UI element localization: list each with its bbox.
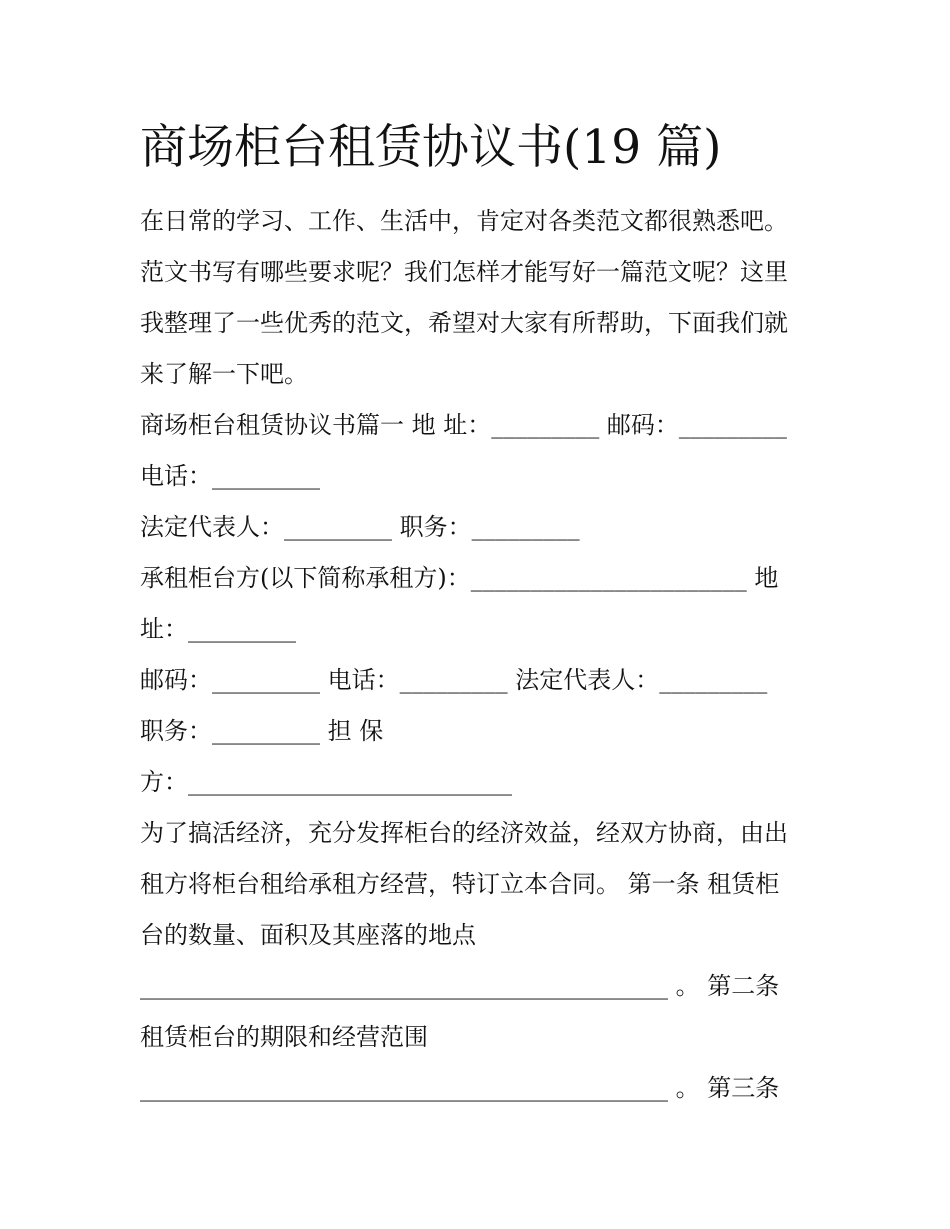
- body-line-9: 址：_________: [140, 615, 296, 643]
- body-line-4: 来了解一下吧。: [140, 360, 308, 388]
- body-line-8: 承租柜台方(以下简称承租方)：_______________________ 地: [140, 564, 779, 592]
- body-line-5: 商场柜台租赁协议书篇一 地 址：_________ 邮码：_________: [140, 411, 787, 439]
- body-line-10: 邮码：_________ 电话：_________ 法定代表人：_________: [140, 666, 768, 694]
- body-line-6: 电话：_________: [140, 462, 320, 490]
- document-title: 商场柜台租赁协议书(19 篇): [140, 120, 722, 175]
- body-line-11: 职务：_________ 担 保: [140, 717, 384, 745]
- body-line-2: 范文书写有哪些要求呢？我们怎样才能写好一篇范文呢？这里: [140, 258, 788, 286]
- body-line-15: 台的数量、面积及其座落的地点: [140, 921, 476, 949]
- body-line-14: 租方将柜台租给承租方经营，特订立本合同。 第一条 租赁柜: [140, 870, 780, 898]
- body-line-18: ____________________________________________ 。 第三条: [140, 1074, 780, 1102]
- body-line-17: 租赁柜台的期限和经营范围: [140, 1023, 428, 1051]
- body-line-12: 方：___________________________: [140, 768, 512, 796]
- body-line-1: 在日常的学习、工作、生活中，肯定对各类范文都很熟悉吧。: [140, 207, 788, 235]
- body-line-16: ____________________________________________ 。 第二条: [140, 972, 780, 1000]
- body-line-13: 为了搞活经济，充分发挥柜台的经济效益，经双方协商，由出: [140, 819, 788, 847]
- body-line-3: 我整理了一些优秀的范文，希望对大家有所帮助，下面我们就: [140, 309, 788, 337]
- body-line-7: 法定代表人：_________ 职务：_________: [140, 513, 580, 541]
